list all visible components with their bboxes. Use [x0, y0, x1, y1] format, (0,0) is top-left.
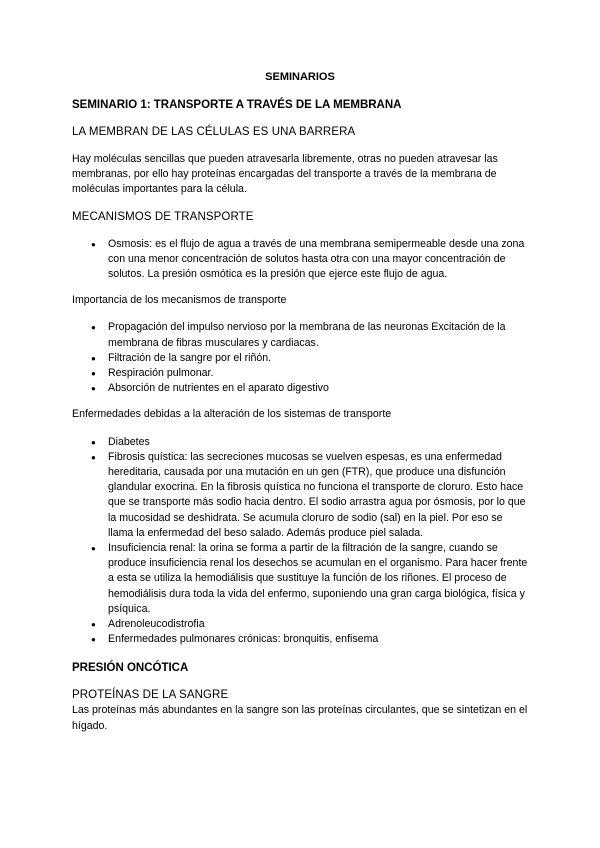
importancia-heading: Importancia de los mecanismos de transporte	[72, 294, 287, 307]
list-item: ● Propagación del impulso nervioso por la membrana de las neuronas Excitación de la membrana de fibras musculares y cardiacas.	[108, 320, 528, 350]
presion-oncotica-heading: PRESIÓN ONCÓTICA	[72, 662, 189, 675]
page-title: SEMINARIOS	[265, 71, 335, 83]
list-item: ● Osmosis: es el flujo de agua a través de una membrana semipermeable desde una zona con una menor concentración de solutos hasta otra con una mayor concentración de solutos. La presión osmótica es la presión que ejerce este flujo de agua.	[108, 237, 528, 283]
list-item: ● Filtración de la sangre por el riñón.	[108, 351, 528, 366]
list-item: ● Absorción de nutrientes en el aparato digestivo	[108, 381, 528, 396]
list-item: ● Adrenoleucodistrofia	[108, 617, 528, 632]
section-heading-mecanismos: MECANISMOS DE TRANSPORTE	[72, 210, 254, 223]
seminar-heading: SEMINARIO 1: TRANSPORTE A TRAVÉS DE LA MEMBRANA	[72, 99, 402, 111]
proteinas-paragraph: Las proteínas más abundantes en la sangre son las proteínas circulantes, que se sintetizan en el hígado.	[72, 704, 528, 732]
list-item: ● Enfermedades pulmonares crónicas: bronquitis, enfisema	[108, 632, 528, 647]
mecanismos-list	[72, 237, 528, 283]
section-heading-barrera: LA MEMBRAN DE LAS CÉLULAS ES UNA BARRERA	[72, 126, 356, 138]
enfermedades-heading: Enfermedades debidas a la alteración de los sistemas de transporte	[72, 408, 392, 421]
list-item: ● Respiración pulmonar.	[108, 366, 528, 381]
proteinas-heading: PROTEÍNAS DE LA SANGRE	[72, 689, 229, 702]
importancia-list	[72, 320, 528, 396]
list-item: ● Fibrosis quística: las secreciones mucosas se vuelven espesas, es una enfermedad hereditaria, causada por una mutación en un gen (FTR), que produce una disfunción glandular exocrina. En la fibrosis quística no funciona el transporte de cloruro. Esto hace que se transporte más sodio hacia dentro. El sodio arrastra agua por ósmosis, por lo que la mucosidad se deshidrata. Se acumula cloruro de sodio (sal) en la piel. Por eso se llama la enfermedad del beso salado. Además produce piel salada.	[108, 450, 528, 541]
list-item: ● Diabetes	[108, 435, 528, 450]
list-item: ● Insuficiencia renal: la orina se forma a partir de la filtración de la sangre, cuando se produce insuficiencia renal los desechos se acumulan en el organismo. Para hacer frente a esta se utiliza la hemodiálisis que sustituye la función de los riñones. El proceso de hemodiálisis dura toda la vida del enfermo, suponiendo una gran carga biológica, física y psíquica.	[108, 541, 528, 617]
intro-paragraph: Hay moléculas sencillas que pueden atravesarla libremente, otras no pueden atravesar las membranas, por ello hay proteínas encargadas del transporte a través de la membrana de moléculas importantes para la célula.	[72, 153, 498, 196]
enfermedades-list	[72, 435, 528, 648]
